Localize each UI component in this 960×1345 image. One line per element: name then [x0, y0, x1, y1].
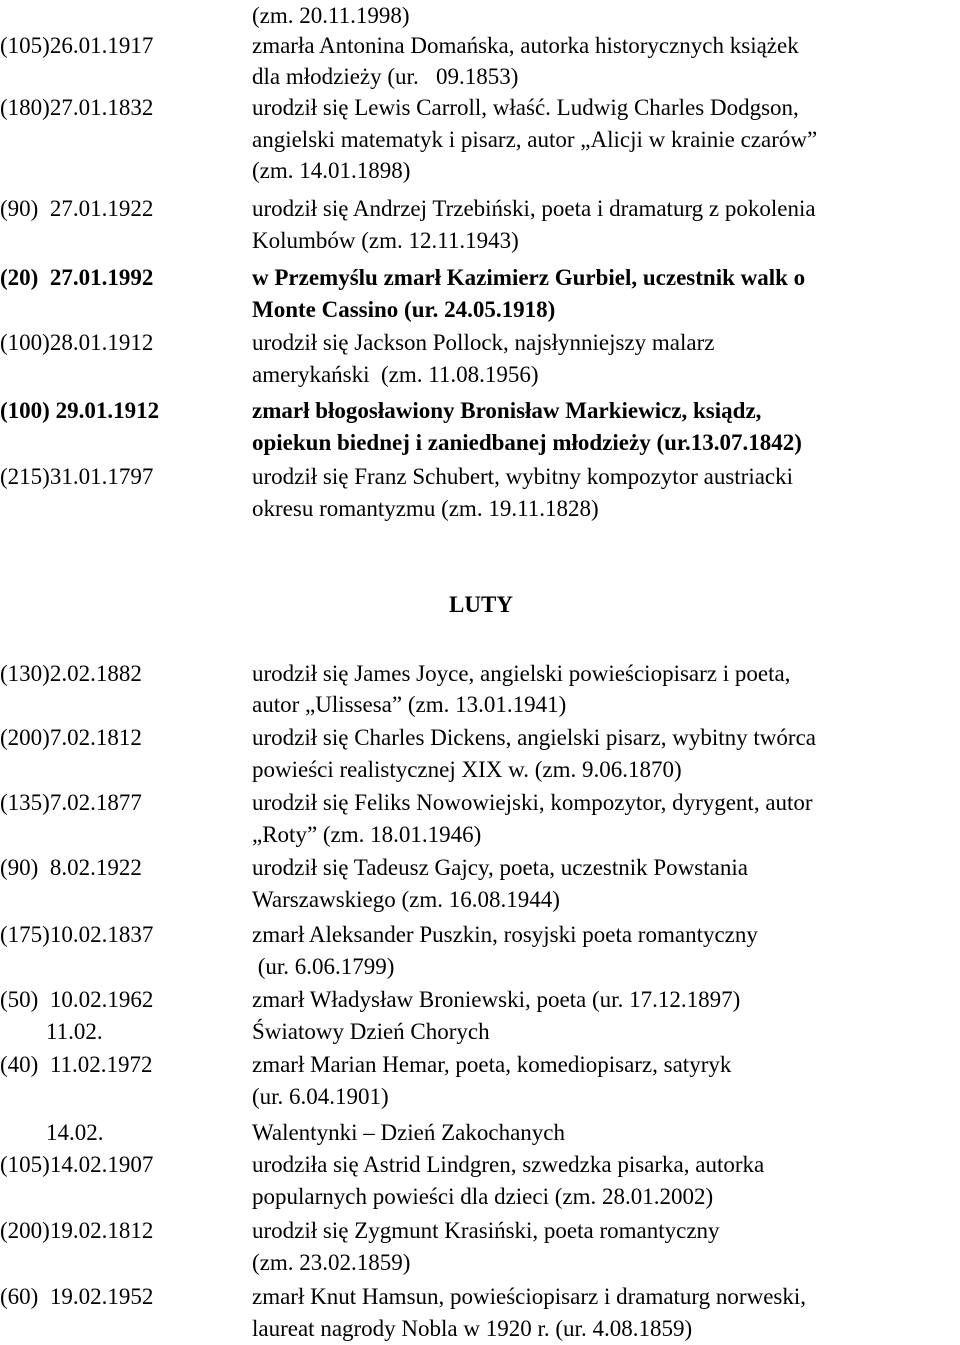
entry-text: zmarł Władysław Broniewski, poeta (ur. 17.12.1897) [252, 987, 741, 1012]
entry-text: zmarł Aleksander Puszkin, rosyjski poeta romantyczny [252, 922, 758, 947]
entry-date: (20) 27.01.1992 [0, 265, 154, 290]
entry-date: (200)7.02.1812 [0, 725, 142, 750]
entry-date: (100)28.01.1912 [0, 330, 154, 355]
entry-text: angielski matematyk i pisarz, autor „Alicji w krainie czarów” [252, 127, 818, 152]
entry-text: okresu romantyzmu (zm. 19.11.1828) [252, 496, 599, 521]
entry-text: Kolumbów (zm. 12.11.1943) [252, 228, 519, 253]
entry-date: (215)31.01.1797 [0, 464, 154, 489]
entry-date: (180)27.01.1832 [0, 95, 154, 120]
entry-text: Warszawskiego (zm. 16.08.1944) [252, 887, 560, 912]
entry-text: urodził się Zygmunt Krasiński, poeta romantyczny [252, 1218, 720, 1243]
entry-date: (200)19.02.1812 [0, 1218, 154, 1243]
entry-date: (105)14.02.1907 [0, 1152, 154, 1177]
entry-date: (135)7.02.1877 [0, 790, 142, 815]
entry-date: (40) 11.02.1972 [0, 1052, 153, 1077]
entry-text: w Przemyślu zmarł Kazimierz Gurbiel, uczestnik walk o [252, 265, 806, 290]
entry-date: (130)2.02.1882 [0, 661, 142, 686]
entry-text: Monte Cassino (ur. 24.05.1918) [252, 297, 556, 322]
entry-text: urodził się Andrzej Trzebiński, poeta i dramaturg z pokolenia [252, 196, 816, 221]
entry-text: (ur. 6.06.1799) [252, 954, 395, 979]
entry-date: (105)26.01.1917 [0, 33, 154, 58]
entry-text: urodził się Lewis Carroll, właść. Ludwig Charles Dodgson, [252, 95, 799, 120]
entry-text: urodził się Tadeusz Gajcy, poeta, uczestnik Powstania [252, 855, 748, 880]
entry-date: (90) 8.02.1922 [0, 855, 142, 880]
entry-date: (100) 29.01.1912 [0, 398, 160, 423]
entry-date: 11.02. [0, 1019, 103, 1044]
entry-text: urodził się Jackson Pollock, najsłynniejszy malarz [252, 330, 715, 355]
entry-text: urodził się Franz Schubert, wybitny kompozytor austriacki [252, 464, 794, 489]
entry-date: 14.02. [0, 1120, 104, 1145]
entry-date: (50) 10.02.1962 [0, 987, 154, 1012]
entry-text: (ur. 6.04.1901) [252, 1084, 389, 1109]
entry-text: Światowy Dzień Chorych [252, 1019, 490, 1044]
entry-date: (175)10.02.1837 [0, 922, 154, 947]
entry-text: powieści realistycznej XIX w. (zm. 9.06.1870) [252, 757, 682, 782]
entry-text: urodził się James Joyce, angielski powieściopisarz i poeta, [252, 661, 791, 686]
entry-date: (60) 19.02.1952 [0, 1284, 154, 1309]
entry-date: (90) 27.01.1922 [0, 196, 154, 221]
entry-text: autor „Ulissesa” (zm. 13.01.1941) [252, 692, 567, 717]
continuation-text: (zm. 20.11.1998) [252, 3, 410, 28]
entry-text: zmarł błogosławiony Bronisław Markiewicz, ksiądz, [252, 398, 762, 423]
entry-text: (zm. 23.02.1859) [252, 1250, 411, 1275]
entry-text: (zm. 14.01.1898) [252, 158, 411, 183]
entry-text: opiekun biednej i zaniedbanej młodzieży (ur.13.07.1842) [252, 430, 802, 455]
month-heading-text: LUTY [449, 592, 513, 617]
entry-text: urodził się Charles Dickens, angielski pisarz, wybitny twórca [252, 725, 816, 750]
entry-text: zmarł Knut Hamsun, powieściopisarz i dramaturg norweski, [252, 1284, 806, 1309]
entry-text: zmarł Marian Hemar, poeta, komediopisarz, satyryk [252, 1052, 732, 1077]
month-heading [0, 589, 960, 621]
entry-text: urodziła się Astrid Lindgren, szwedzka pisarka, autorka [252, 1152, 765, 1177]
entry-text: amerykański (zm. 11.08.1956) [252, 362, 539, 387]
entry-text: „Roty” (zm. 18.01.1946) [252, 822, 482, 847]
entry-text: Walentynki – Dzień Zakochanych [252, 1120, 566, 1145]
entry-text: zmarła Antonina Domańska, autorka historycznych książek [252, 33, 799, 58]
entry-text: laureat nagrody Nobla w 1920 r. (ur. 4.08.1859) [252, 1316, 693, 1341]
entry-text: dla młodzieży (ur. 09.1853) [252, 64, 519, 89]
entry-text: urodził się Feliks Nowowiejski, kompozytor, dyrygent, autor [252, 790, 813, 815]
entry-text: popularnych powieści dla dzieci (zm. 28.01.2002) [252, 1184, 714, 1209]
